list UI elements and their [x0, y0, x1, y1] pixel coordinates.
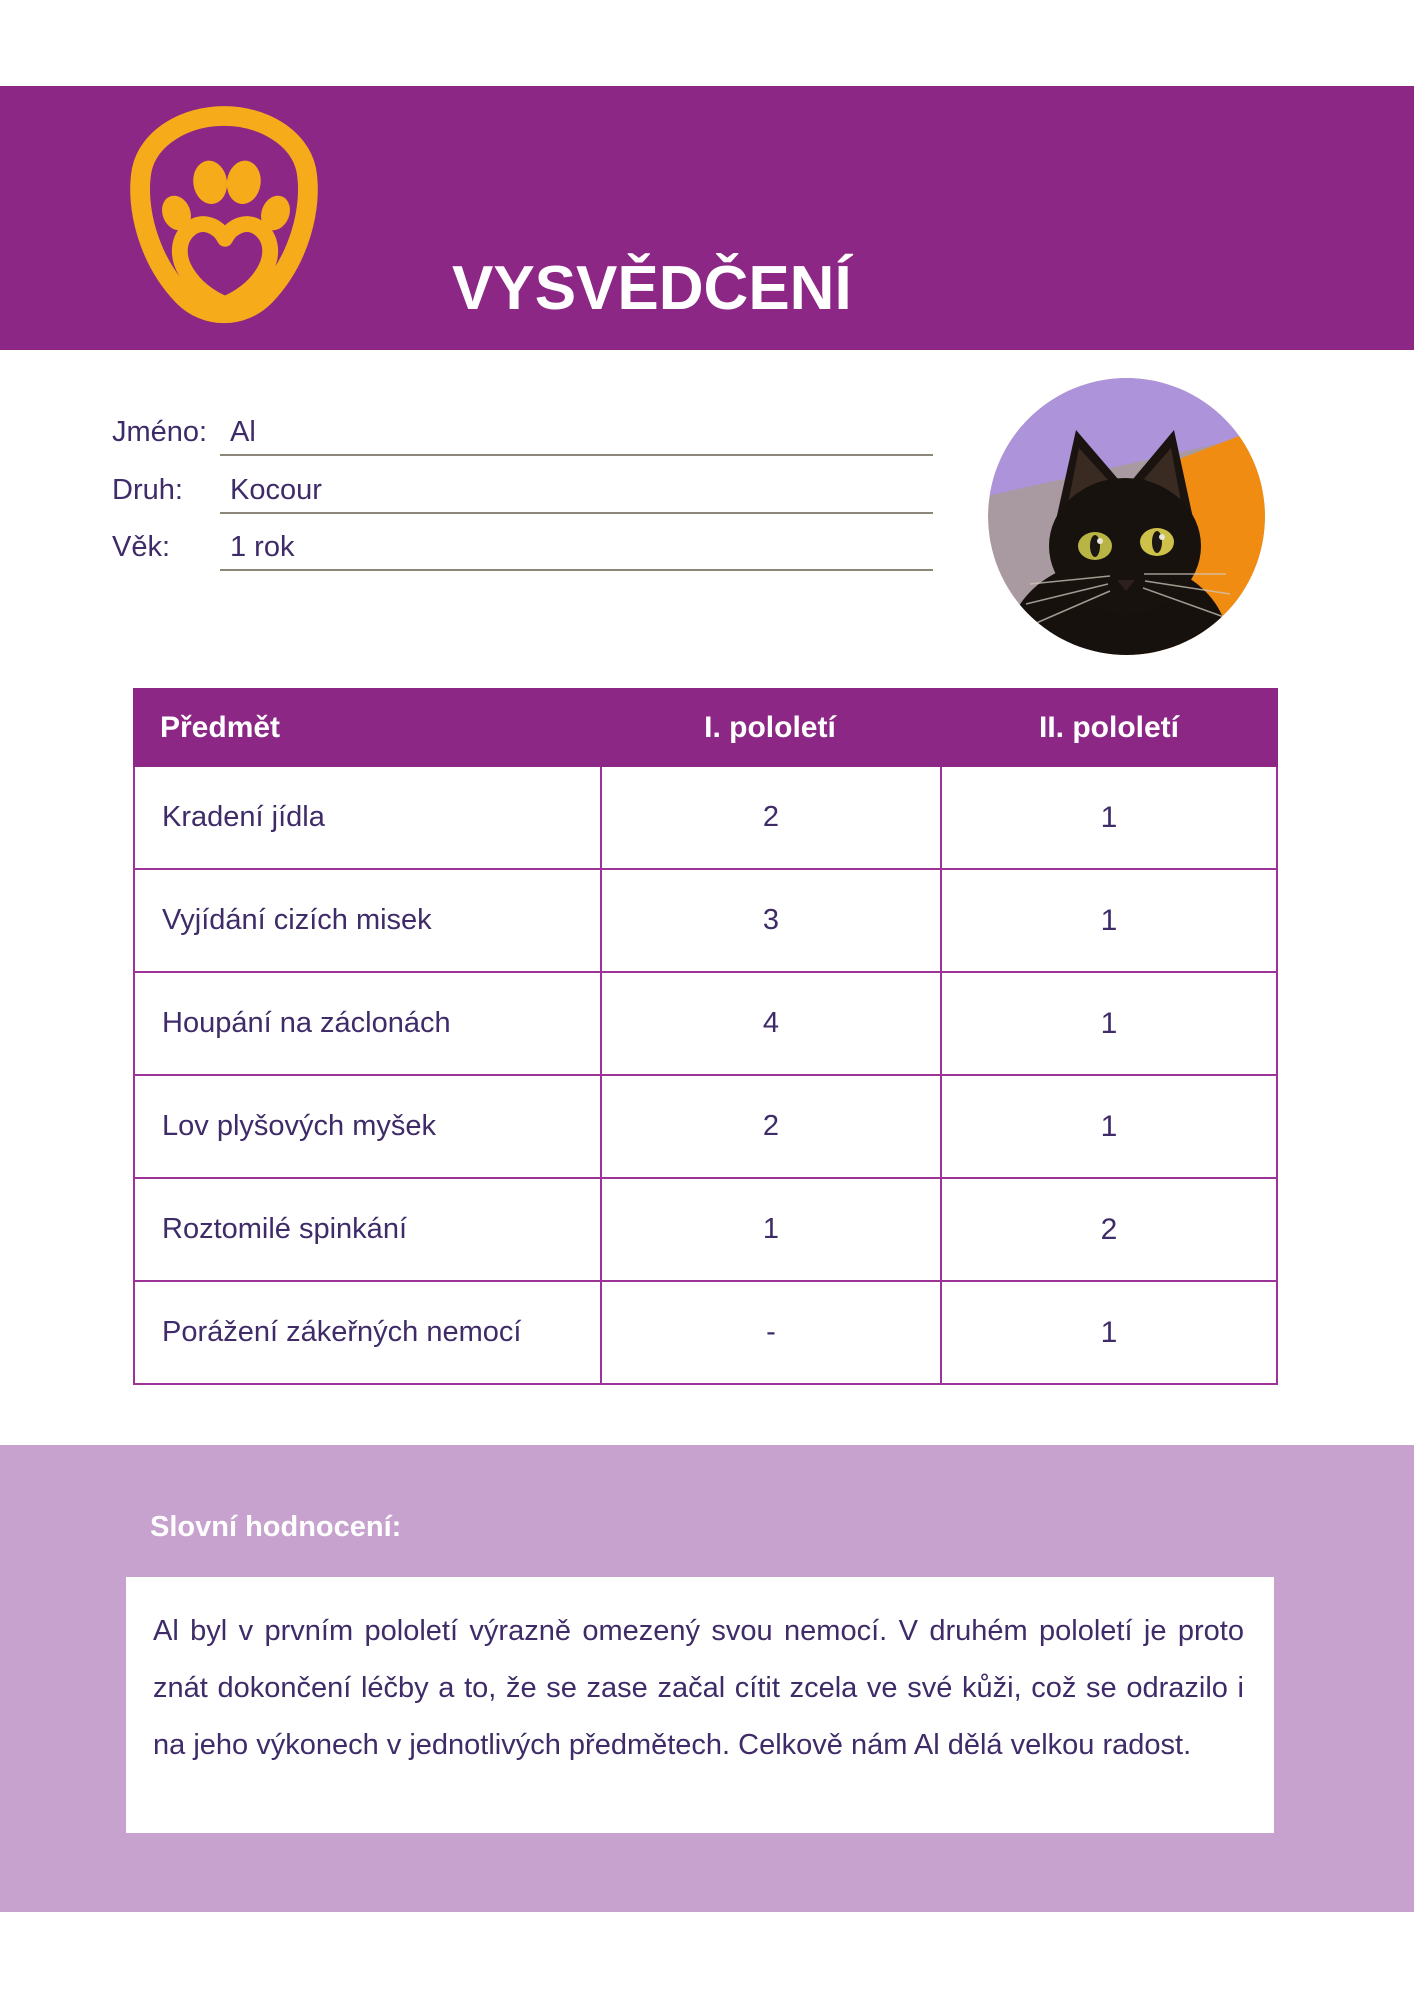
column-header-term1: I. pololetí [704, 710, 836, 744]
subject-cell: Houpání na záclonách [162, 1007, 451, 1039]
grade-term2-cell: 1 [940, 870, 1276, 971]
organization-name: Handipet Rescue [452, 374, 667, 405]
grade-term2-cell: 1 [940, 1076, 1276, 1177]
grades-table [133, 688, 1278, 1385]
field-name-value: Al [230, 416, 256, 448]
paw-shield-icon [125, 102, 323, 332]
field-species-label: Druh: [112, 474, 183, 506]
evaluation-heading: Slovní hodnocení: [150, 1511, 402, 1543]
field-name-underline [220, 454, 933, 456]
subject-cell: Vyjídání cizích misek [162, 904, 432, 936]
evaluation-box [126, 1577, 1274, 1833]
grade-term2-cell: 1 [940, 1282, 1276, 1383]
grades-table-header [133, 688, 1278, 767]
grade-term1-cell: 3 [600, 870, 940, 971]
grade-term1-cell: 4 [600, 973, 940, 1074]
grade-term1-cell: 1 [600, 1179, 940, 1280]
grade-term1-cell: - [600, 1282, 940, 1383]
subject-cell: Roztomilé spinkání [162, 1213, 407, 1245]
grade-term2-cell: 2 [940, 1179, 1276, 1280]
evaluation-text: Al byl v prvním pololetí výrazně omezený svou nemocí. V druhém pololetí je proto znát dokončení léčby a to, že se zase začal cítit zcela ve své kůži, což se odrazilo i na jeho výkonech v jednotlivých předmětech. Celkově nám Al dělá velkou radost. [153, 1615, 1244, 1761]
header-band [0, 86, 1414, 405]
table-row [135, 971, 1276, 1074]
table-row [135, 1074, 1276, 1177]
page-title: VYSVĚDČENÍ [452, 254, 852, 323]
grade-term2-cell: 1 [940, 973, 1276, 1074]
table-row [135, 1177, 1276, 1280]
grades-table-body [133, 767, 1278, 1385]
field-name-label: Jméno: [112, 416, 208, 448]
field-age-underline [220, 569, 933, 571]
table-row [135, 1280, 1276, 1383]
grade-term1-cell: 2 [600, 767, 940, 868]
pet-photo [988, 378, 1265, 655]
field-species-underline [220, 512, 933, 514]
column-header-subject: Předmět [160, 710, 281, 744]
evaluation-section [0, 1445, 1414, 1912]
subject-cell: Kradení jídla [162, 801, 325, 833]
table-row [135, 767, 1276, 868]
column-header-term2: II. pololetí [1039, 710, 1179, 744]
field-age-label: Věk: [112, 531, 171, 563]
grade-term1-cell: 2 [600, 1076, 940, 1177]
field-age-value: 1 rok [230, 531, 295, 563]
table-row [135, 868, 1276, 971]
field-species-value: Kocour [230, 474, 322, 506]
grade-term2-cell: 1 [940, 767, 1276, 868]
subject-cell: Lov plyšových myšek [162, 1110, 436, 1142]
subject-cell: Porážení zákeřných nemocí [162, 1316, 522, 1348]
